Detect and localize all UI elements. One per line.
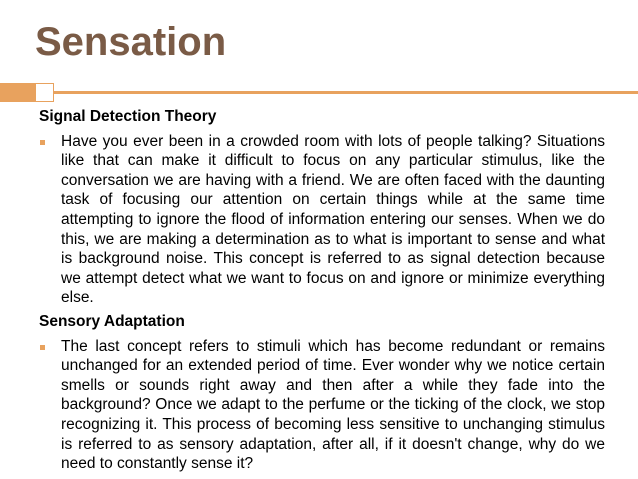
title-divider-line <box>35 91 638 94</box>
slide-title: Sensation <box>35 20 227 64</box>
bullet-item-signal-detection <box>39 132 605 308</box>
square-bullet-icon <box>40 140 45 145</box>
title-divider-block <box>0 83 35 102</box>
section-heading-sensory-adaptation: Sensory Adaptation <box>39 312 185 330</box>
square-bullet-icon <box>40 345 45 350</box>
slide-body <box>39 107 605 478</box>
bullet-item-sensory-adaptation <box>39 337 605 474</box>
bullet-text-sensory-adaptation: The last concept refers to stimuli which has become redundant or remains unchanged for an extended period of time. Ever wonder why we notice certain smells or sounds right away and then after a while they fade into the background? Once we adapt to the perfume or the ticking of the clock, we stop recognizing it. This process of becoming less sensitive to unchanging stimulus is referred to as sensory adaptation, after all, if it doesn't change, why do we need to constantly sense it? <box>61 337 605 473</box>
title-divider-square <box>35 83 54 102</box>
section-heading-signal-detection: Signal Detection Theory <box>39 108 217 125</box>
bullet-text-signal-detection: Have you ever been in a crowded room with lots of people talking? Situations like that can make it difficult to focus on any particular stimulus, like the conversation we are having with a friend. We are often faced with the daunting task of focusing our attention on certain things while at the same time attempting to ignore the flood of information entering our senses. When we do this, we are making a determination as to what is important to sense and what is background noise. This concept is referred to as signal detection because we attempt detect what we want to focus on and ignore or minimize everything else. <box>61 132 605 307</box>
